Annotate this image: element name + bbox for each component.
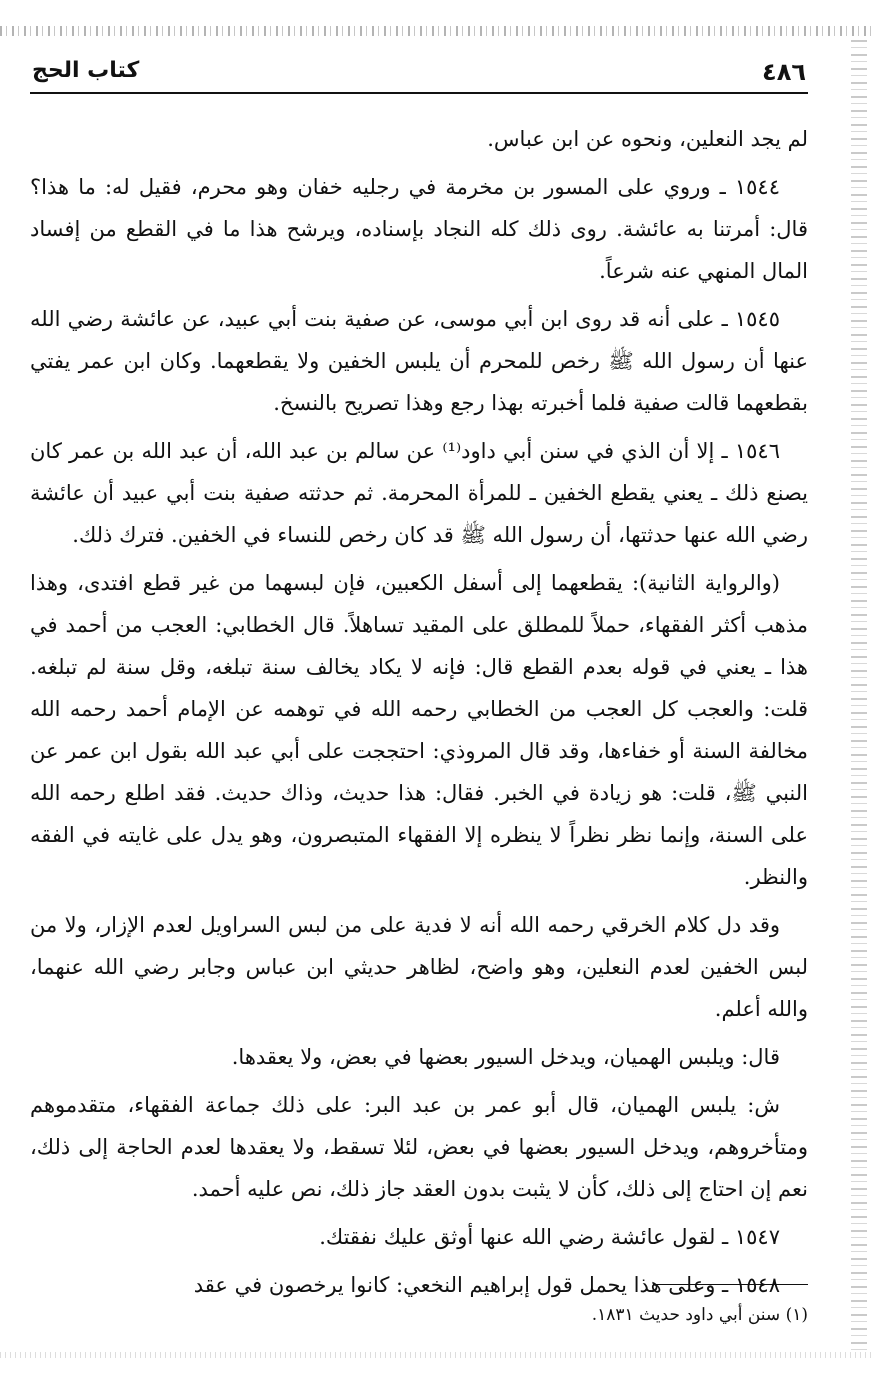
paragraph-sharh: ش: يلبس الهميان، قال أبو عمر بن عبد البر: على ذلك جماعة الفقهاء، متقدموهم ومتأخروهم، ويدخل السيور بعضها في بعض، لئلا تسقط، ولا يعقدها لعدم الحاجة إلى ذلك، نعم إن احتاج إلى ذلك، كأن لا يثبت بدون العقد جاز ذلك، نص عليه أحمد.	[30, 1093, 808, 1201]
page-body	[30, 118, 808, 1312]
paragraph-second-narration: (والرواية الثانية): يقطعهما إلى أسفل الكعبين، فإن لبسهما من غير قطع افتدى، وهذا مذهب أكثر الفقهاء، حملاً للمطلق على المقيد تساهلاً. قال الخطابي: العجب من أحمد في هذا ـ يعني في قوله بعدم القطع قال: فإنه لا يكاد يخالف سنة تبلغه، وقل سنة لم تبلغه. قلت: والعجب كل العجب من الخطابي رحمه الله في توهمه عن الإمام أحمد رحمه الله مخالفة السنة أو خفاءها، وقد قال المروذي: احتججت على أبي عبد الله بقول ابن عمر عن النبي ﷺ، قلت: هو زيادة في الخبر. فقال: هذا حديث، وذاك حديث. فقد اطلع رحمه الله على السنة، وإنما نظر نظراً لا ينظره إلا الفقهاء المتبصرون، وهو يدل على غايته في الفقه والنظر.	[30, 571, 808, 889]
paragraph-qala: قال: ويلبس الهميان، ويدخل السيور بعضها في بعض، ولا يعقدها.	[231, 1045, 780, 1069]
paragraph-1546: ١٥٤٦ ـ إلا أن الذي في سنن أبي داود⁽¹⁾ عن سالم بن عبد الله، أن عبد الله بن عمر كان يصنع ذلك ـ يعني يقطع الخفين ـ للمرأة المحرمة. ثم حدثته صفية بنت أبي عبيد أن عائشة رضي الله عنها حدثتها، أن رسول الله ﷺ قد كان رخص للنساء في الخفين. فترك ذلك.	[30, 439, 808, 547]
paragraph-1548: ١٥٤٨ ـ وعلى هذا يحمل قول إبراهيم النخعي: كانوا يرخصون في عقد	[193, 1273, 780, 1297]
page-header	[30, 52, 808, 94]
paragraph-1: لم يجد النعلين، ونحوه عن ابن عباس.	[487, 127, 808, 151]
running-title: كتاب الحج	[32, 58, 140, 83]
paragraph-kharqi: وقد دل كلام الخرقي رحمه الله أنه لا فدية على من لبس السراويل لعدم الإزار، ولا من لبس الخفين لعدم النعلين، وهو واضح، لظاهر حديثي ابن عباس وجابر رضي الله عنهما، والله أعلم.	[30, 913, 808, 1021]
side-ornament-border	[851, 40, 867, 1350]
footnote: (١) سنن أبي داود حديث ١٨٣١.	[591, 1305, 808, 1325]
paragraph-1545: ١٥٤٥ ـ على أنه قد روى ابن أبي موسى، عن صفية بنت أبي عبيد، عن عائشة رضي الله عنها أن رسول الله ﷺ رخص للمحرم أن يلبس الخفين ولا يقطعهما. وكان ابن عمر يفتي بقطعهما قالت صفية فلما أخبرته بهذا رجع وهذا تصريح بالنسخ.	[30, 307, 808, 415]
top-ornament-border	[0, 26, 873, 36]
paragraph-1547: ١٥٤٧ ـ لقول عائشة رضي الله عنها أوثق عليك نفقتك.	[319, 1225, 780, 1249]
bottom-ornament-border	[0, 1352, 873, 1358]
paragraph-1544: ١٥٤٤ ـ وروي على المسور بن مخرمة في رجليه خفان وهو محرم، فقيل له: ما هذا؟ قال: أمرتنا به عائشة. روى ذلك كله النجاد بإسناده، ويرشح هذا ما في القطع من إفساد المال المنهي عنه شرعاً.	[30, 175, 808, 283]
footnote-divider	[653, 1284, 808, 1285]
page-number: ٤٨٦	[762, 58, 806, 86]
